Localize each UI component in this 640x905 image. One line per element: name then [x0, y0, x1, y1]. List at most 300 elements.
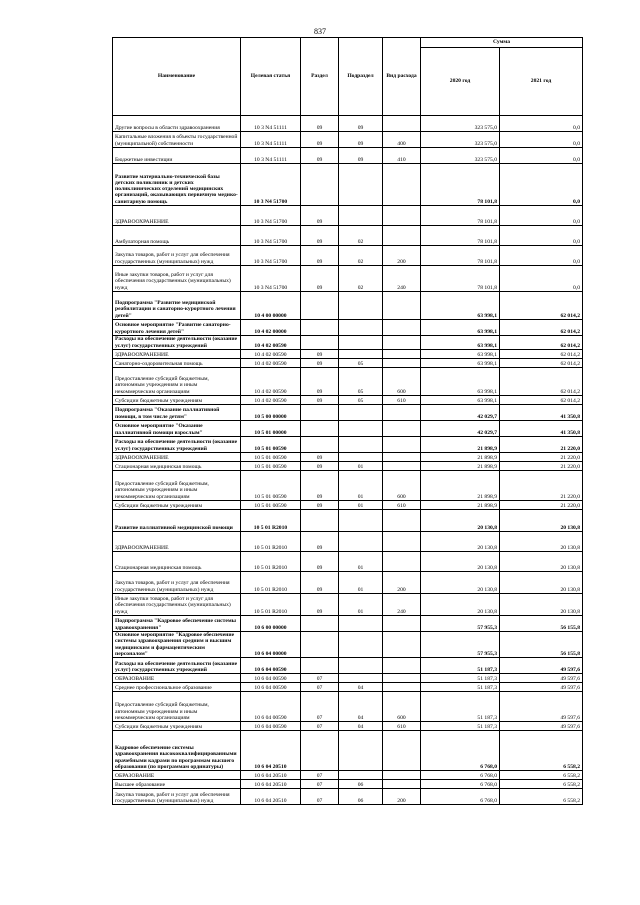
row-target-article: 10 4 02 00590	[241, 396, 301, 405]
row-sum-2021: 62 014,2	[500, 359, 583, 368]
row-section: 09	[301, 116, 339, 132]
row-sum-2021: 21 220,0	[500, 453, 583, 462]
row-target-article: 10 4 02 00000	[241, 320, 301, 336]
row-target-article: 10 5 01 00590	[241, 501, 301, 510]
row-section: 09	[301, 594, 339, 616]
row-section: 09	[301, 368, 339, 396]
row-sum-2021: 6 558,2	[500, 731, 583, 771]
row-sum-2020: 63 998,1	[421, 396, 500, 405]
row-sum-2020: 323 575,0	[421, 148, 500, 164]
row-sum-2020: 57 955,3	[421, 632, 500, 658]
row-name: Основное мероприятие "Развитие санаторно-курортного лечения детей"	[113, 320, 241, 336]
row-sum-2020: 6 768,0	[421, 789, 500, 805]
row-section	[301, 632, 339, 658]
row-expense-type	[383, 616, 421, 632]
row-target-article: 10 5 01 R2010	[241, 510, 301, 532]
row-section	[301, 731, 339, 771]
table-row	[113, 148, 583, 164]
row-expense-type: 400	[383, 132, 421, 148]
row-target-article: 10 6 04 20510	[241, 771, 301, 780]
row-subsection	[339, 632, 383, 658]
row-expense-type	[383, 510, 421, 532]
header-sum: Сумма	[421, 38, 583, 48]
row-name: Стационарная медицинская помощь	[113, 552, 241, 572]
table-row	[113, 471, 583, 501]
table-row	[113, 206, 583, 226]
row-sum-2020: 21 898,9	[421, 471, 500, 501]
row-sum-2021: 62 014,2	[500, 350, 583, 359]
row-subsection: 09	[339, 132, 383, 148]
row-target-article: 10 4 02 00590	[241, 350, 301, 359]
row-subsection	[339, 658, 383, 674]
row-section: 09	[301, 132, 339, 148]
row-expense-type	[383, 320, 421, 336]
row-sum-2020: 78 101,8	[421, 164, 500, 206]
row-sum-2021: 6 558,2	[500, 789, 583, 805]
row-target-article: 10 6 04 00590	[241, 722, 301, 731]
row-sum-2020: 51 187,3	[421, 658, 500, 674]
table-row	[113, 616, 583, 632]
row-sum-2021: 0,0	[500, 226, 583, 246]
row-name: Расходы на обеспечение деятельности (оказание услуг) государственных учреждений	[113, 437, 241, 453]
row-name: Подпрограмма "Оказание паллиативной помощи, в том числе детям"	[113, 405, 241, 421]
row-name: Субсидии бюджетным учреждениям	[113, 396, 241, 405]
row-name: Высшее образование	[113, 780, 241, 789]
row-name: Основное мероприятие "Оказание паллиативной помощи взрослым"	[113, 421, 241, 437]
table-row	[113, 780, 583, 789]
row-sum-2021: 62 014,2	[500, 396, 583, 405]
row-sum-2020: 20 130,8	[421, 510, 500, 532]
table-row	[113, 132, 583, 148]
row-target-article: 10 5 01 R2010	[241, 594, 301, 616]
row-sum-2021: 62 014,2	[500, 292, 583, 320]
row-sum-2020: 20 130,8	[421, 572, 500, 594]
row-target-article: 10 6 04 00590	[241, 683, 301, 692]
row-target-article: 10 6 04 00000	[241, 632, 301, 658]
row-sum-2020: 20 130,8	[421, 532, 500, 552]
row-subsection: 06	[339, 780, 383, 789]
row-target-article: 10 5 01 00590	[241, 462, 301, 471]
row-name: Расходы на обеспечение деятельности (оказание услуг) государственных учреждений	[113, 336, 241, 350]
row-name: Основное мероприятие "Кадровое обеспечение системы здравоохранения средним и высшим медицинским и фармацевтическим персоналом"	[113, 632, 241, 658]
row-sum-2020: 21 898,9	[421, 453, 500, 462]
row-sum-2021: 21 220,0	[500, 471, 583, 501]
row-expense-type	[383, 674, 421, 683]
row-expense-type: 240	[383, 266, 421, 292]
row-section	[301, 421, 339, 437]
row-section: 07	[301, 780, 339, 789]
header-year-2020: 2020 год	[421, 48, 500, 116]
table-row	[113, 572, 583, 594]
row-sum-2021: 49 597,6	[500, 658, 583, 674]
row-expense-type: 600	[383, 471, 421, 501]
row-target-article: 10 5 01 R2010	[241, 572, 301, 594]
row-expense-type	[383, 206, 421, 226]
row-name: Кадровое обеспечение системы здравоохранения высококвалифицированными врачебными кадрами по программам высшего образования (по программам ординатуры)	[113, 731, 241, 771]
row-sum-2020: 63 998,1	[421, 368, 500, 396]
row-sum-2020: 51 187,3	[421, 722, 500, 731]
row-section: 09	[301, 396, 339, 405]
row-sum-2021: 0,0	[500, 148, 583, 164]
row-name: Развитие паллиативной медицинской помощи	[113, 510, 241, 532]
row-sum-2021: 62 014,2	[500, 336, 583, 350]
row-expense-type	[383, 658, 421, 674]
row-target-article: 10 5 00 00000	[241, 405, 301, 421]
table-row	[113, 594, 583, 616]
row-subsection	[339, 674, 383, 683]
table-row	[113, 396, 583, 405]
table-row	[113, 632, 583, 658]
table-row	[113, 722, 583, 731]
row-target-article: 10 5 01 R2010	[241, 532, 301, 552]
row-expense-type	[383, 437, 421, 453]
row-section: 07	[301, 683, 339, 692]
row-section: 07	[301, 771, 339, 780]
header-section: Раздел	[301, 38, 339, 116]
table-row	[113, 462, 583, 471]
row-target-article: 10 6 04 00590	[241, 658, 301, 674]
row-name: Закупка товаров, работ и услуг для обеспечения государственных (муниципальных) нужд	[113, 572, 241, 594]
row-subsection	[339, 532, 383, 552]
row-subsection	[339, 453, 383, 462]
row-expense-type: 200	[383, 572, 421, 594]
row-section	[301, 336, 339, 350]
row-sum-2020: 78 101,8	[421, 266, 500, 292]
table-row	[113, 552, 583, 572]
row-target-article: 10 3 N4 51700	[241, 266, 301, 292]
table-row	[113, 292, 583, 320]
row-subsection	[339, 292, 383, 320]
row-sum-2020: 323 575,0	[421, 116, 500, 132]
row-sum-2020: 63 998,1	[421, 350, 500, 359]
row-subsection	[339, 616, 383, 632]
table-row	[113, 368, 583, 396]
row-name: ОБРАЗОВАНИЕ	[113, 771, 241, 780]
row-section: 07	[301, 722, 339, 731]
row-subsection: 04	[339, 683, 383, 692]
row-section: 09	[301, 552, 339, 572]
row-sum-2020: 63 998,1	[421, 320, 500, 336]
row-subsection: 01	[339, 594, 383, 616]
row-target-article: 10 6 04 00590	[241, 674, 301, 683]
row-name: Санаторно-оздоровительная помощь	[113, 359, 241, 368]
row-name: Капитальные вложения в объекты государственной (муниципальной) собственности	[113, 132, 241, 148]
row-subsection	[339, 206, 383, 226]
row-sum-2021: 0,0	[500, 266, 583, 292]
row-sum-2020: 78 101,8	[421, 226, 500, 246]
row-expense-type: 240	[383, 594, 421, 616]
row-sum-2020: 78 101,8	[421, 246, 500, 266]
row-section: 07	[301, 674, 339, 683]
table-row	[113, 501, 583, 510]
row-target-article: 10 3 N4 51700	[241, 206, 301, 226]
row-target-article: 10 6 04 20510	[241, 789, 301, 805]
table-row	[113, 683, 583, 692]
row-subsection: 05	[339, 396, 383, 405]
row-expense-type: 610	[383, 501, 421, 510]
row-subsection	[339, 771, 383, 780]
row-sum-2020: 6 768,0	[421, 780, 500, 789]
row-section: 09	[301, 266, 339, 292]
row-sum-2020: 57 955,3	[421, 616, 500, 632]
row-expense-type: 600	[383, 368, 421, 396]
row-subsection	[339, 336, 383, 350]
row-target-article: 10 3 N4 51111	[241, 132, 301, 148]
row-sum-2021: 41 350,8	[500, 405, 583, 421]
row-target-article: 10 4 02 00590	[241, 368, 301, 396]
row-name: Предоставление субсидий бюджетным, автономным учреждениям и иным некоммерческим организациям	[113, 471, 241, 501]
row-sum-2020: 21 898,9	[421, 462, 500, 471]
row-expense-type	[383, 164, 421, 206]
row-section: 09	[301, 471, 339, 501]
row-sum-2021: 49 597,6	[500, 692, 583, 722]
row-name: Предоставление субсидий бюджетным, автономным учреждениям и иным некоммерческим организациям	[113, 368, 241, 396]
row-section	[301, 510, 339, 532]
table-row	[113, 359, 583, 368]
row-sum-2020: 42 029,7	[421, 421, 500, 437]
row-sum-2021: 21 220,0	[500, 437, 583, 453]
row-name: Закупка товаров, работ и услуг для обеспечения государственных (муниципальных) нужд	[113, 789, 241, 805]
table-row	[113, 731, 583, 771]
row-subsection: 04	[339, 692, 383, 722]
row-subsection: 05	[339, 359, 383, 368]
row-sum-2020: 51 187,3	[421, 683, 500, 692]
row-section: 09	[301, 462, 339, 471]
row-sum-2021: 20 130,8	[500, 510, 583, 532]
row-section: 09	[301, 206, 339, 226]
row-section	[301, 292, 339, 320]
row-subsection: 06	[339, 789, 383, 805]
row-section: 09	[301, 246, 339, 266]
row-sum-2021: 6 558,2	[500, 780, 583, 789]
row-sum-2020: 6 768,0	[421, 731, 500, 771]
row-subsection: 05	[339, 368, 383, 396]
table-row	[113, 453, 583, 462]
table-row	[113, 116, 583, 132]
row-expense-type	[383, 532, 421, 552]
table-row	[113, 350, 583, 359]
row-section: 09	[301, 148, 339, 164]
row-expense-type: 600	[383, 692, 421, 722]
row-sum-2021: 49 597,6	[500, 722, 583, 731]
row-sum-2021: 20 130,8	[500, 594, 583, 616]
row-section	[301, 658, 339, 674]
row-sum-2020: 63 998,1	[421, 292, 500, 320]
row-name: Среднее профессиональное образование	[113, 683, 241, 692]
table-row	[113, 246, 583, 266]
row-expense-type	[383, 292, 421, 320]
row-sum-2020: 21 898,9	[421, 501, 500, 510]
row-target-article: 10 5 01 00590	[241, 471, 301, 501]
row-expense-type: 200	[383, 789, 421, 805]
row-sum-2020: 78 101,8	[421, 206, 500, 226]
row-sum-2021: 49 597,6	[500, 674, 583, 683]
row-subsection	[339, 405, 383, 421]
row-subsection	[339, 320, 383, 336]
table-row	[113, 532, 583, 552]
row-expense-type	[383, 632, 421, 658]
table-row	[113, 421, 583, 437]
row-subsection: 09	[339, 148, 383, 164]
row-section: 09	[301, 572, 339, 594]
row-expense-type	[383, 683, 421, 692]
row-section: 09	[301, 501, 339, 510]
table-row	[113, 437, 583, 453]
row-sum-2021: 0,0	[500, 132, 583, 148]
row-expense-type: 610	[383, 722, 421, 731]
row-name: Амбулаторная помощь	[113, 226, 241, 246]
row-name: Развитие материально-технической базы детских поликлиник и детских поликлинических отделений медицинских организаций, оказывающих первичную медико-санитарную помощь	[113, 164, 241, 206]
row-name: ОБРАЗОВАНИЕ	[113, 674, 241, 683]
row-target-article: 10 5 01 R2010	[241, 552, 301, 572]
row-section	[301, 616, 339, 632]
row-sum-2021: 20 130,8	[500, 572, 583, 594]
table-row	[113, 658, 583, 674]
header-subsection: Подраздел	[339, 38, 383, 116]
row-subsection: 01	[339, 471, 383, 501]
row-subsection: 01	[339, 572, 383, 594]
row-subsection	[339, 421, 383, 437]
row-expense-type	[383, 359, 421, 368]
row-name: ЗДРАВООХРАНЕНИЕ	[113, 350, 241, 359]
row-expense-type	[383, 453, 421, 462]
row-name: Стационарная медицинская помощь	[113, 462, 241, 471]
row-sum-2020: 20 130,8	[421, 594, 500, 616]
row-target-article: 10 3 N4 51111	[241, 116, 301, 132]
row-target-article: 10 6 04 00590	[241, 692, 301, 722]
row-name: Расходы на обеспечение деятельности (оказание услуг) государственных учреждений	[113, 658, 241, 674]
table-row	[113, 510, 583, 532]
row-target-article: 10 5 01 00590	[241, 437, 301, 453]
row-section: 07	[301, 789, 339, 805]
row-name: Бюджетные инвестиции	[113, 148, 241, 164]
row-expense-type	[383, 336, 421, 350]
table-row	[113, 320, 583, 336]
row-name: Иные закупки товаров, работ и услуг для обеспечения государственных (муниципальных) нужд	[113, 266, 241, 292]
row-expense-type	[383, 405, 421, 421]
row-target-article: 10 3 N4 51111	[241, 148, 301, 164]
row-subsection	[339, 437, 383, 453]
row-sum-2021: 0,0	[500, 246, 583, 266]
row-section: 09	[301, 359, 339, 368]
row-subsection: 01	[339, 501, 383, 510]
row-name: ЗДРАВООХРАНЕНИЕ	[113, 206, 241, 226]
row-sum-2021: 56 155,8	[500, 632, 583, 658]
row-target-article: 10 6 04 20510	[241, 731, 301, 771]
row-subsection: 02	[339, 266, 383, 292]
row-subsection: 01	[339, 552, 383, 572]
row-subsection	[339, 510, 383, 532]
row-expense-type: 200	[383, 246, 421, 266]
row-target-article: 10 3 N4 51700	[241, 164, 301, 206]
row-subsection: 02	[339, 246, 383, 266]
row-sum-2021: 0,0	[500, 206, 583, 226]
row-expense-type	[383, 462, 421, 471]
row-target-article: 10 5 01 00000	[241, 421, 301, 437]
row-sum-2020: 21 898,9	[421, 437, 500, 453]
row-sum-2021: 21 220,0	[500, 501, 583, 510]
row-sum-2020: 63 998,1	[421, 336, 500, 350]
row-section	[301, 405, 339, 421]
row-sum-2021: 0,0	[500, 164, 583, 206]
table-row	[113, 405, 583, 421]
header-expense-type: Вид расхода	[383, 38, 421, 116]
row-subsection: 01	[339, 462, 383, 471]
row-subsection: 04	[339, 722, 383, 731]
table-row	[113, 226, 583, 246]
row-sum-2021: 62 014,2	[500, 368, 583, 396]
row-target-article: 10 3 N4 51700	[241, 246, 301, 266]
row-target-article: 10 4 02 00590	[241, 336, 301, 350]
table-row	[113, 674, 583, 683]
budget-table	[112, 37, 583, 805]
table-row	[113, 266, 583, 292]
row-subsection: 09	[339, 116, 383, 132]
row-name: Подпрограмма "Развитие медицинской реабилитации и санаторно-курортного лечения детей"	[113, 292, 241, 320]
row-sum-2021: 20 130,8	[500, 552, 583, 572]
row-target-article: 10 4 00 00000	[241, 292, 301, 320]
row-sum-2021: 21 220,0	[500, 462, 583, 471]
row-subsection: 02	[339, 226, 383, 246]
row-target-article: 10 5 01 00590	[241, 453, 301, 462]
row-name: Иные закупки товаров, работ и услуг для обеспечения государственных (муниципальных) нужд	[113, 594, 241, 616]
row-expense-type	[383, 552, 421, 572]
table-row	[113, 771, 583, 780]
table-row	[113, 789, 583, 805]
row-expense-type	[383, 771, 421, 780]
row-sum-2020: 20 130,8	[421, 552, 500, 572]
row-expense-type	[383, 116, 421, 132]
table-header	[113, 38, 583, 116]
row-name: Субсидии бюджетным учреждениям	[113, 501, 241, 510]
row-name: Субсидии бюджетным учреждениям	[113, 722, 241, 731]
row-subsection	[339, 164, 383, 206]
row-name: Закупка товаров, работ и услуг для обеспечения государственных (муниципальных) нужд	[113, 246, 241, 266]
row-expense-type: 410	[383, 148, 421, 164]
row-name: Предоставление субсидий бюджетным, автономным учреждениям и иным некоммерческим организациям	[113, 692, 241, 722]
row-section	[301, 164, 339, 206]
row-section: 09	[301, 453, 339, 462]
header-name: Наименование	[113, 38, 241, 116]
row-section: 07	[301, 692, 339, 722]
row-subsection	[339, 731, 383, 771]
header-target-article: Целевая статья	[241, 38, 301, 116]
row-sum-2020: 63 998,1	[421, 359, 500, 368]
row-section: 09	[301, 226, 339, 246]
row-sum-2020: 42 029,7	[421, 405, 500, 421]
row-sum-2021: 49 597,6	[500, 683, 583, 692]
page-number: 837	[314, 27, 326, 36]
header-year-2021: 2021 год	[500, 48, 583, 116]
row-section	[301, 437, 339, 453]
table-body	[113, 116, 583, 805]
row-sum-2021: 56 155,8	[500, 616, 583, 632]
row-sum-2021: 62 014,2	[500, 320, 583, 336]
row-sum-2020: 51 187,3	[421, 674, 500, 683]
row-section	[301, 320, 339, 336]
row-subsection	[339, 350, 383, 359]
row-sum-2021: 0,0	[500, 116, 583, 132]
row-sum-2021: 20 130,8	[500, 532, 583, 552]
row-name: ЗДРАВООХРАНЕНИЕ	[113, 453, 241, 462]
row-sum-2021: 41 350,8	[500, 421, 583, 437]
row-name: Подпрограмма "Кадровое обеспечение системы здравоохранения"	[113, 616, 241, 632]
row-expense-type	[383, 421, 421, 437]
row-section: 09	[301, 350, 339, 359]
row-expense-type	[383, 780, 421, 789]
row-expense-type	[383, 226, 421, 246]
table-row	[113, 164, 583, 206]
